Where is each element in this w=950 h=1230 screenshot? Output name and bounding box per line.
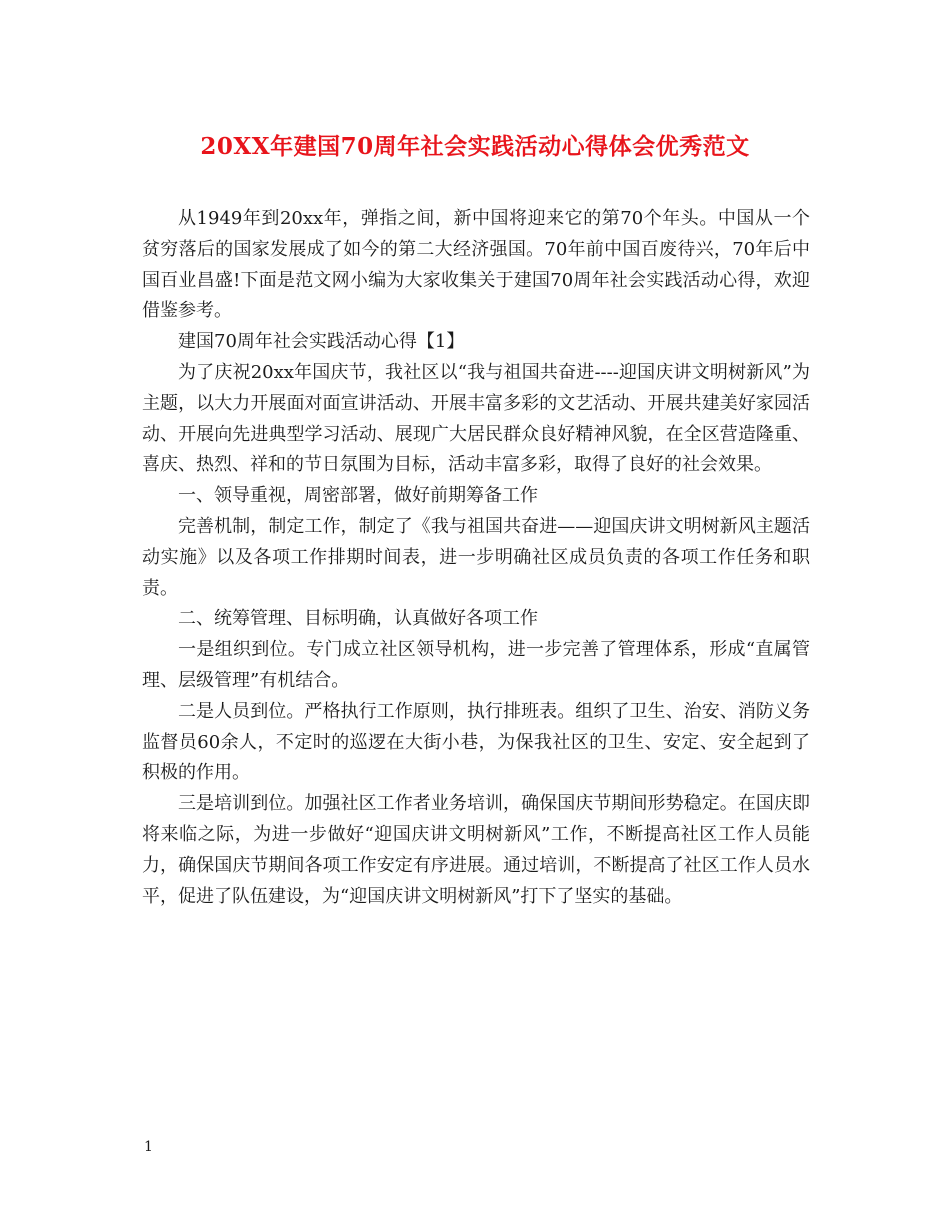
document-title: 20XX年建国70周年社会实践活动心得体会优秀范文 xyxy=(200,133,750,160)
paragraph-personnel: 二是人员到位。严格执行工作原则，执行排班表。组织了卫生、治安、消防义务监督员60余人，不定时的巡逻在大街小巷，为保我社区的卫生、安定、安全起到了积极的作用。 xyxy=(142,700,810,784)
paragraph-mechanism: 完善机制，制定工作，制定了《我与祖国共奋进——迎国庆讲文明树新风主题活动实施》以及各项工作排期时间表，进一步明确社区成员负责的各项工作任务和职责。 xyxy=(142,515,810,599)
page-number: 1 xyxy=(144,1139,153,1155)
paragraph-training: 三是培训到位。加强社区工作者业务培训，确保国庆节期间形势稳定。在国庆即将来临之际，为进一步做好“迎国庆讲文明树新风”工作，不断提高社区工作人员能力，确保国庆节期间各项工作安定有序进展。通过培训，不断提高了社区工作人员水平，促进了队伍建设，为“迎国庆讲文明树新风”打下了坚实的基础。 xyxy=(142,793,810,907)
subheading-management: 二、统筹管理、目标明确，认真做好各项工作 xyxy=(178,608,538,630)
section-heading-1: 建国70周年社会实践活动心得【1】 xyxy=(178,331,465,353)
paragraph-organization: 一是组织到位。专门成立社区领导机构，进一步完善了管理体系，形成“直属管理、层级管理”有机结合。 xyxy=(142,639,810,691)
paragraph-theme: 为了庆祝20xx年国庆节，我社区以“我与祖国共奋进----迎国庆讲文明树新风”为主题，以大力开展面对面宣讲活动、开展丰富多彩的文艺活动、开展共建美好家园活动、开展向先进典型学习活动、展现广大居民群众良好精神风貌，在全区营造隆重、喜庆、热烈、祥和的节日氛围为目标，活动丰富多彩，取得了良好的社会效果。 xyxy=(142,361,810,476)
document-body xyxy=(142,204,810,912)
paragraph-intro: 从1949年到20xx年，弹指之间，新中国将迎来它的第70个年头。中国从一个贫穷落后的国家发展成了如今的第二大经济强国。70年前中国百废待兴，70年后中国百业昌盛!下面是范文网小编为大家收集关于建国70周年社会实践活动心得，欢迎借鉴参考。 xyxy=(142,208,810,322)
subheading-leadership: 一、领导重视，周密部署，做好前期筹备工作 xyxy=(178,485,538,507)
